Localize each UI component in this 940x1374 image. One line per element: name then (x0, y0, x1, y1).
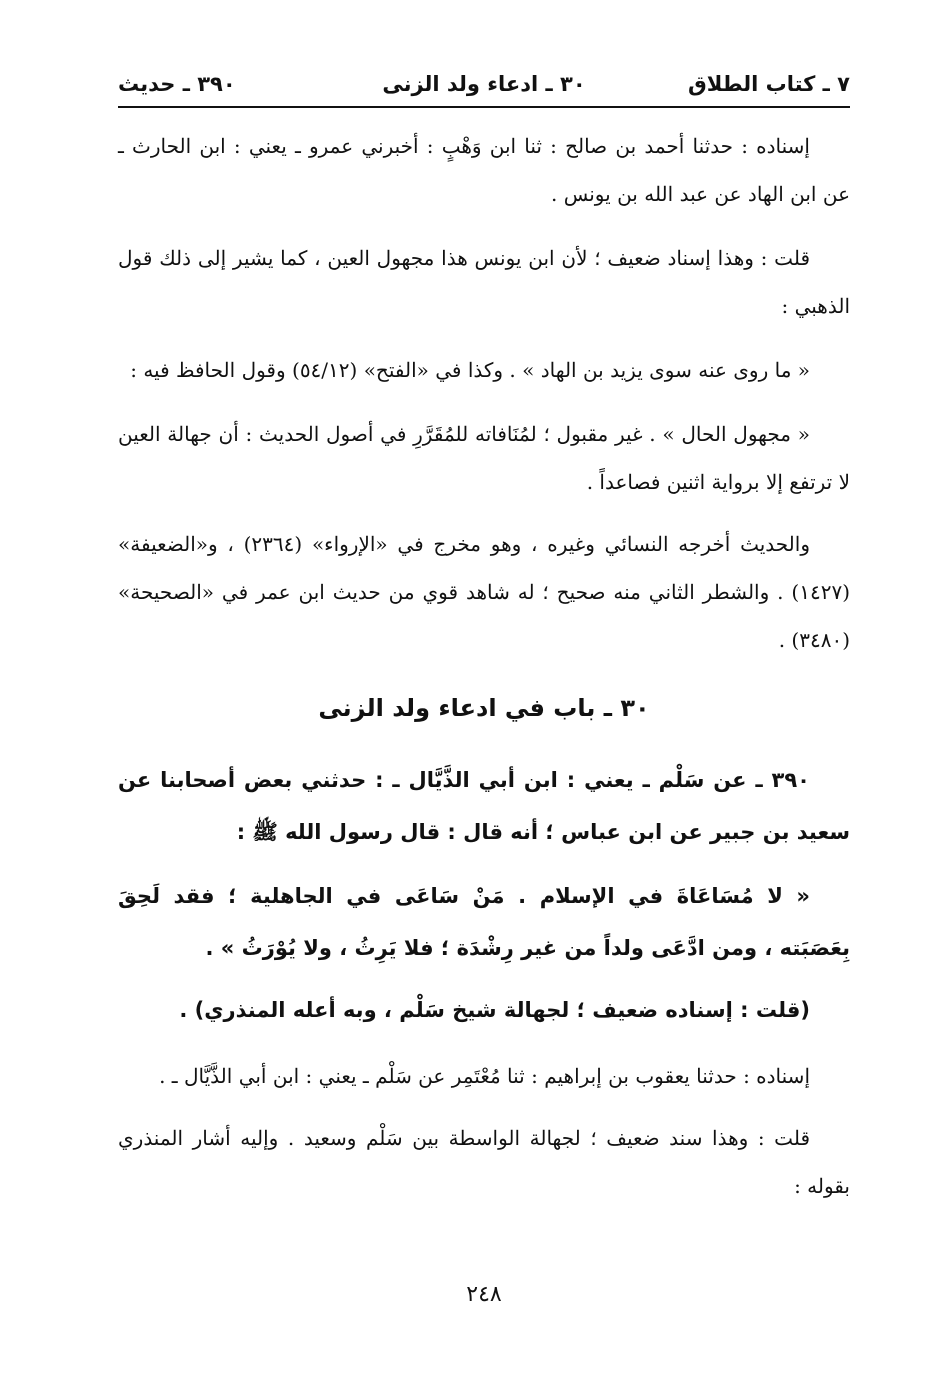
paragraph-takhrij: والحديث أخرجه النسائي وغيره ، وهو مخرج في «الإرواء» (٢٣٦٤) ، و«الضعيفة» (١٤٢٧) . والشطر الثاني منه صحيح ؛ له شاهد قوي من حديث ابن عمر في «الصحيحة» (٣٤٨٠) . (118, 532, 850, 652)
paragraph-quote-dhahabi: « ما روى عنه سوى يزيد بن الهاد » . وكذا في «الفتح» (٥٤/١٢) وقول الحافظ فيه : (130, 358, 810, 382)
paragraph-comment-2: قلت : وهذا سند ضعيف ؛ لجهالة الواسطة بين سَلْم وسعيد . وإليه أشار المنذري بقوله : (118, 1126, 850, 1198)
hadith-chain: ٣٩٠ ـ عن سَلْم ـ يعني : ابن أبي الذَّيَّال ـ : حدثني بعض أصحابنا عن سعيد بن جبير عن ابن عباس ؛ أنه قال : قال رسول الله ﷺ : (118, 768, 850, 844)
hadith-text: « لا مُسَاعَاةَ في الإسلام . مَنْ سَاعَى في الجاهلية ؛ فقد لَحِقَ بِعَصَبَته ، ومن ادَّعَى ولداً من غير رِشْدَة ؛ فلا يَرِثُ ، ولا يُوْرَثُ » . (118, 884, 850, 960)
paragraph-isnad-1: إسناده : حدثنا أحمد بن صالح : ثنا ابن وَهْبٍ : أخبرني عمرو ـ يعني : ابن الحارث ـ عن ابن الهاد عن عبد الله بن يونس . (118, 134, 850, 206)
book-page (118, 62, 850, 1322)
chapter-heading: ٣٠ ـ باب في ادعاء ولد الزنى (318, 694, 650, 722)
paragraph-quote-hafiz: « مجهول الحال » . غير مقبول ؛ لمُنَافاته للمُقَرَّرِ في أصول الحديث : أن جهالة العين لا ترتفع إلا برواية اثنين فصاعداً . (118, 422, 850, 494)
running-header (118, 62, 850, 108)
header-chapter-title: ٣٠ ـ ادعاء ولد الزنى (382, 72, 586, 96)
paragraph-isnad-2: إسناده : حدثنا يعقوب بن إبراهيم : ثنا مُعْتَمِر عن سَلْم ـ يعني : ابن أبي الذَّيَّال ـ . (159, 1064, 810, 1088)
header-book-title: ٧ ـ كتاب الطلاق (688, 72, 850, 96)
paragraph-comment-1: قلت : وهذا إسناد ضعيف ؛ لأن ابن يونس هذا مجهول العين ، كما يشير إلى ذلك قول الذهبي : (118, 246, 850, 318)
header-hadith-number: ٣٩٠ ـ حديث (118, 72, 236, 96)
page-number: ٢٤٨ (466, 1282, 502, 1307)
hadith-grading: (قلت : إسناده ضعيف ؛ لجهالة شيخ سَلْم ، وبه أعله المنذري) . (179, 998, 810, 1022)
